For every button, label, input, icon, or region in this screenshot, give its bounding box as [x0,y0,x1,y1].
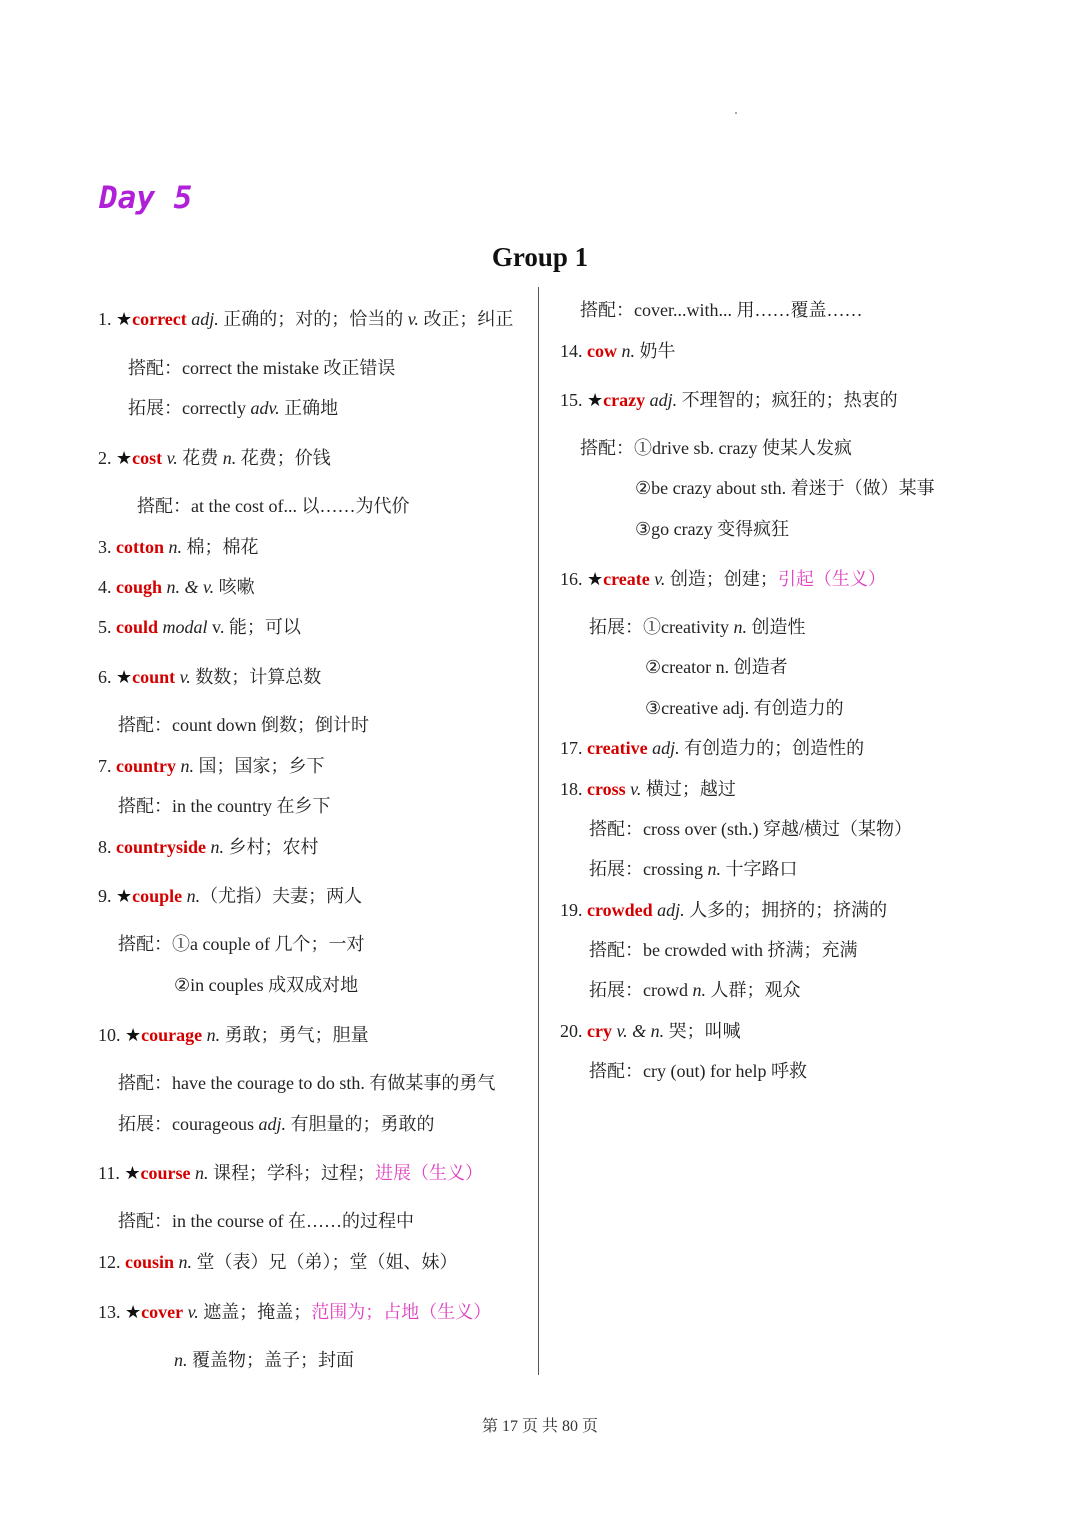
entry-text: v. [175,667,191,687]
entry-text: 覆盖物；盖子；封面 [187,1350,354,1370]
entry-text: 国；国家；乡下 [194,756,325,776]
headword: count [132,667,176,687]
entry-text: 搭配：cry (out) for help 呼救 [589,1061,807,1081]
entry-line [118,1209,414,1233]
entry-text: n. [182,886,201,906]
entry-text: ③creative adj. 有创造力的 [645,698,844,718]
entry-text: 勇敢；勇气；胆量 [220,1025,369,1045]
entry-line [128,356,395,380]
entry-text: adv. [250,398,280,418]
entry-text: 搭配：at the cost of... 以……为代价 [137,496,410,516]
entry-line [98,754,325,778]
entry-text: ③go crazy 变得疯狂 [635,519,790,539]
headword: cry [587,1021,612,1041]
entry-text: 搭配：in the country 在乡下 [118,796,331,816]
entry-text: 正确地 [279,398,339,418]
entry-text: 改正；纠正 [418,309,514,329]
entry-text: ★ [125,1302,142,1322]
entry-text: adj. [645,390,678,410]
entry-line [560,736,864,760]
entry-line [98,884,362,908]
entry-line [560,388,898,412]
entry-line [635,517,789,541]
entry-line [118,1112,434,1136]
entry-text: 拓展：①creativity [589,617,734,637]
entry-line [98,1250,458,1274]
entry-text: 人群；观众 [705,980,801,1000]
entry-text: adj. [652,900,685,920]
entry-text: ★ [587,390,604,410]
entry-text: 9. [98,886,116,906]
entry-text: adj. [647,738,680,758]
entry-text: 搭配：①drive sb. crazy 使某人发疯 [580,438,852,458]
entry-text: adj. [258,1114,286,1134]
entry-text: 搭配：①a couple of 几个；一对 [118,934,365,954]
entry-text: 遮盖；掩盖； [198,1302,312,1322]
entry-text: 奶牛 [635,341,676,361]
headword: could [116,617,159,637]
headword: create [603,569,650,589]
entry-text: 搭配：cross over (sth.) 穿越/横过（某物） [589,819,912,839]
entry-text: ★ [116,667,133,687]
headword: crowded [587,900,653,920]
entry-text: 搭配：correct the mistake 改正错误 [128,358,396,378]
entry-text: 17. [560,738,587,758]
entry-text: 3. [98,537,116,557]
headword: cover [141,1302,184,1322]
entry-text: 1. [98,309,116,329]
entry-line [589,857,798,881]
headword: creative [587,738,648,758]
entry-text: 数数；计算总数 [190,667,322,687]
entry-text: 正确的；对的；恰当的 [218,309,408,329]
extended-meaning: 引起（生义） [777,569,886,589]
entry-line [645,696,844,720]
entry-line [560,567,886,591]
entry-text: 横过；越过 [641,779,736,799]
entry-text: ★ [587,569,604,589]
headword: cotton [116,537,164,557]
entry-text: 20. [560,1021,587,1041]
entry-text: n. [164,537,182,557]
entry-text: 18. [560,779,587,799]
entry-text: modal [158,617,213,637]
entry-text: 10. [98,1025,125,1045]
entry-text: ★ [116,309,133,329]
entry-text: 搭配：have the courage to do sth. 有做某事的勇气 [118,1073,496,1093]
entry-text: ②creator n. 创造者 [645,657,788,677]
entry-line [635,476,935,500]
headword: correct [132,309,187,329]
entry-line [98,446,331,470]
entry-line [174,973,358,997]
entry-text: （尤指）夫妻；两人 [200,886,363,906]
entry-text: 搭配：cover...with... 用……覆盖…… [580,300,863,320]
entry-line [118,713,369,737]
entry-text: 7. [98,756,116,776]
entry-text: 4. [98,577,116,597]
column-divider [538,287,539,1375]
entry-line [174,1348,354,1372]
entry-line [589,978,800,1002]
entry-text: 哭；叫喊 [664,1021,741,1041]
entry-line [98,1023,369,1047]
entry-text: 堂（表）兄（弟）；堂（姐、妹） [192,1252,458,1272]
entry-text: v. [407,309,419,329]
entry-text: n. [174,1350,188,1370]
headword: course [140,1163,191,1183]
entry-line [118,794,330,818]
entry-text: n. [617,341,635,361]
entry-text: v. [183,1302,199,1322]
entry-text: n. & v. [162,577,215,597]
entry-text: 人多的；拥挤的；挤满的 [684,900,888,920]
headword: courage [141,1025,203,1045]
entry-text: 搭配：in the course of 在……的过程中 [118,1211,414,1231]
headword: cross [587,779,626,799]
entry-line [98,575,255,599]
entry-text: adj. [186,309,219,329]
day-title: Day 5 [99,180,193,216]
entry-text: 乡村；农村 [224,837,319,857]
entry-text: 拓展：crossing [589,859,708,879]
entry-text: ★ [124,1163,141,1183]
entry-line [580,298,862,322]
entry-line [589,615,805,639]
entry-text: 13. [98,1302,125,1322]
entry-text: 19. [560,900,587,920]
headword: couple [132,886,183,906]
entry-line [589,817,912,841]
entry-line [98,665,321,689]
headword: cough [116,577,163,597]
entry-text: ②in couples 成双成对地 [174,975,359,995]
entry-text: 花费；价钱 [236,448,331,468]
entry-text: 花费 [177,448,223,468]
group-title: Group 1 [491,242,589,272]
entry-text: 不理智的；疯狂的；热衷的 [677,390,898,410]
entry-line [137,494,409,518]
entry-line [128,396,338,420]
entry-text: n. [692,980,706,1000]
entry-text: n. [222,448,237,468]
entry-text: ②be crazy about sth. 着迷于（做）某事 [635,478,935,498]
entry-line [98,615,301,639]
entry-text: n. [190,1163,209,1183]
entry-text: ★ [125,1025,142,1045]
entry-line [98,1161,483,1185]
entry-line [589,1059,807,1083]
entry-line [580,436,852,460]
entry-line [589,938,857,962]
entry-text: 12. [98,1252,125,1272]
entry-text: 有胆量的；勇敢的 [285,1114,435,1134]
entry-text: 6. [98,667,116,687]
entry-line [560,777,736,801]
entry-text: 创造；创建； [665,569,778,589]
entry-line [98,1300,491,1324]
entry-text: v. 能；可以 [212,617,301,637]
entry-line [98,835,319,859]
entry-text: 拓展：correctly [128,398,251,418]
entry-text: v. & n. [611,1021,665,1041]
entry-text: v. [649,569,666,589]
entry-text: 搭配：count down 倒数；倒计时 [118,715,369,735]
entry-text: 创造性 [746,617,806,637]
entry-text: 课程；学科；过程； [208,1163,375,1183]
entry-text: 5. [98,617,116,637]
entry-line [98,535,259,559]
entry-text: 14. [560,341,587,361]
entry-line [118,1071,495,1095]
entry-text: ★ [116,886,133,906]
entry-text: 搭配：be crowded with 挤满；充满 [589,940,858,960]
entry-line [560,1019,741,1043]
headword: cousin [125,1252,175,1272]
entry-line [560,339,676,363]
entry-text: 咳嗽 [214,577,255,597]
entry-text: 十字路口 [721,859,798,879]
entry-text: v. [625,779,642,799]
entry-text: n. [174,1252,193,1272]
entry-text: ★ [116,448,133,468]
entry-text: 16. [560,569,587,589]
entry-line [560,898,887,922]
headword: crazy [603,390,646,410]
headword: cost [132,448,163,468]
entry-text: 拓展：crowd [589,980,693,1000]
headword: cow [587,341,617,361]
entry-text: 15. [560,390,587,410]
entry-text: n. [202,1025,221,1045]
headword: country [116,756,176,776]
entry-text: v. [162,448,178,468]
entry-text: n. [707,859,721,879]
entry-text: 8. [98,837,116,857]
page-footer: 第 17 页 共 80 页 [481,1418,598,1435]
speck [735,112,737,114]
entry-line [645,655,788,679]
entry-text: 11. [98,1163,125,1183]
extended-meaning: 范围为；占地（生义） [311,1302,492,1322]
entry-line [118,932,364,956]
entry-text: 有创造力的；创造性的 [679,738,865,758]
entry-line [98,307,513,331]
entry-text: 拓展：courageous [118,1114,259,1134]
entry-text: 2. [98,448,116,468]
entry-text: n. [176,756,194,776]
entry-text: n. [733,617,747,637]
entry-text: 棉；棉花 [182,537,259,557]
entry-text: n. [206,837,224,857]
headword: countryside [116,837,206,857]
extended-meaning: 进展（生义） [374,1163,483,1183]
